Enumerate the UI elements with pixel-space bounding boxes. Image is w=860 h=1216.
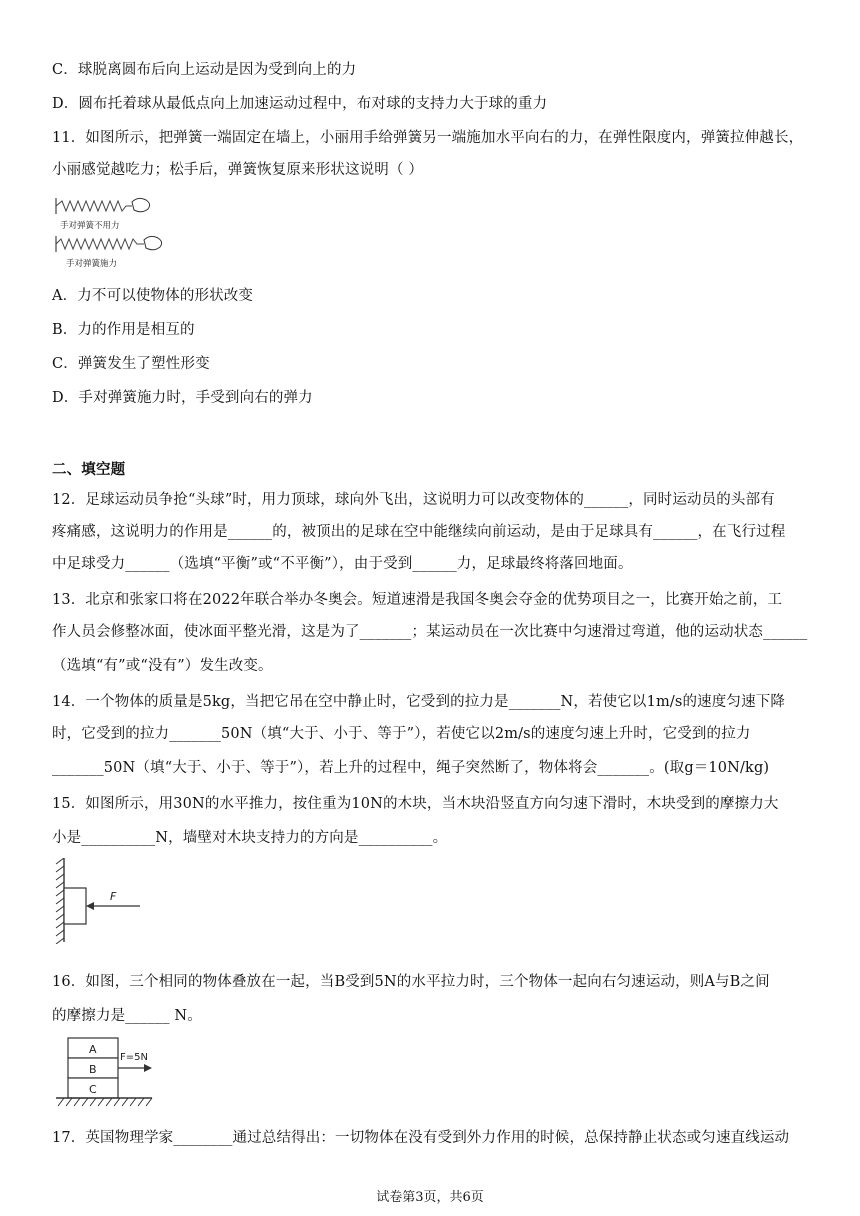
q13-line2: 作人员会修整冰面，使冰面平整光滑，这是为了_______；某运动员在一次比赛中匀速滑过弯道，他的运动状态______ (52, 624, 808, 640)
q11-option-d: D．手对弹簧施力时，手受到向右的弹力 (52, 390, 313, 406)
q15-force-label: F (110, 890, 117, 903)
q14-line1: 14．一个物体的质量是5kg，当把它吊在空中静止时，它受到的拉力是_______N，若使它以1m/s的速度匀速下降 (52, 694, 786, 710)
q11-option-c: C．弹簧发生了塑性形变 (52, 356, 210, 372)
q15-block-wall-figure (44, 858, 154, 944)
block-a-label: A (89, 1043, 97, 1056)
q11-stem-line1: 11．如图所示，把弹簧一端固定在墙上，小丽用手给弹簧另一端施加水平向右的力，在弹性限度内，弹簧拉伸越长， (52, 130, 804, 146)
q16-line1: 16．如图，三个相同的物体叠放在一起，当B受到5N的水平拉力时，三个物体一起向右匀速运动，则A与B之间 (52, 974, 770, 990)
page-footer: 试卷第3页，共6页 (376, 1190, 484, 1205)
q13-line3: （选填“有”或“没有”）发生改变。 (52, 658, 273, 674)
q11-option-a: A．力不可以使物体的形状改变 (52, 288, 254, 304)
q10-option-c: C．球脱离圆布后向上运动是因为受到向上的力 (52, 62, 357, 78)
q11-spring-figure (52, 196, 172, 274)
q11-fig-label2: 手对弹簧施力 (66, 259, 118, 269)
q13-line1: 13．北京和张家口将在2022年联合举办冬奥会。短道速滑是我国冬奥会夺金的优势项目之一，比赛开始之前，工 (52, 592, 783, 608)
q14-line3: _______50N（填“大于、小于、等于”），若上升的过程中，绳子突然断了，物体将会_______。(取g＝10N/kg) (52, 760, 770, 776)
q15-line1: 15．如图所示，用30N的水平推力，按住重为10N的木块，当木块沿竖直方向匀速下滑时，木块受到的摩擦力大 (52, 796, 779, 812)
q11-fig-label1: 手对弹簧不用力 (60, 221, 120, 231)
q14-line2: 时，它受到的拉力_______50N（填“大于、小于、等于”），若使它以2m/s的速度匀速上升时，它受到的拉力 (52, 726, 751, 742)
q11-option-b: B．力的作用是相互的 (52, 322, 195, 338)
section-title-fill-blank: 二、填空题 (52, 462, 126, 478)
q16-force-label: F=5N (120, 1052, 148, 1063)
block-b-label: B (89, 1063, 97, 1076)
block-c-label: C (89, 1083, 97, 1096)
q11-stem-line2: 小丽感觉越吃力；松手后，弹簧恢复原来形状这说明（ ） (52, 162, 424, 178)
q12-line3: 中足球受力______（选填“平衡”或“不平衡”），由于受到______力，足球最终将落回地面。 (52, 556, 633, 572)
q10-option-d: D．圆布托着球从最低点向上加速运动过程中，布对球的支持力大于球的重力 (52, 96, 548, 112)
q12-line1: 12．足球运动员争抢“头球”时，用力顶球，球向外飞出，这说明力可以改变物体的______，同时运动员的头部有 (52, 492, 775, 508)
q15-line2: 小是__________N，墙壁对木块支持力的方向是__________。 (52, 830, 448, 846)
q17-line1: 17．英国物理学家________通过总结得出：一切物体在没有受到外力作用的时候，总保持静止状态或匀速直线运动 (52, 1130, 790, 1146)
q16-line2: 的摩擦力是______ N。 (52, 1008, 202, 1024)
q16-stacked-blocks-figure (56, 1036, 156, 1116)
q12-line2: 疼痛感，这说明力的作用是______的，被顶出的足球在空中能继续向前运动，是由于足球具有______，在飞行过程 (52, 524, 786, 540)
